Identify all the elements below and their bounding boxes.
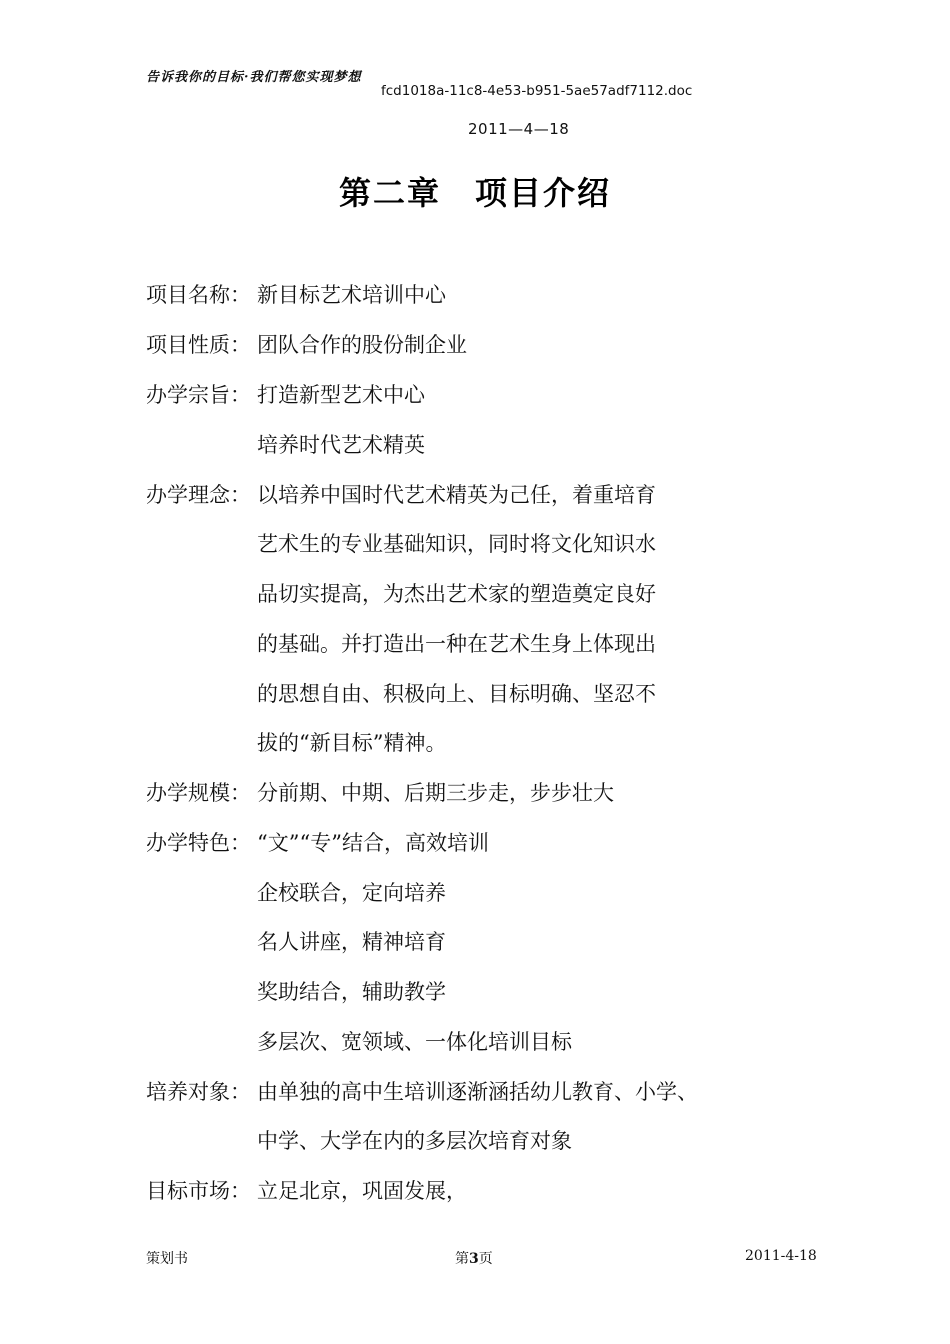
field-school-purpose [146,379,425,409]
field-value: 新目标艺术培训中心 [257,283,446,307]
footer-page-number [455,1248,493,1268]
field-value: “文”“专”结合，高效培训 [257,831,489,855]
field-label: 办学宗旨： [146,383,251,407]
footer-page-prefix: 第 [455,1251,469,1267]
field-training-target [146,1076,698,1106]
footer-date: 2011-4-18 [745,1248,817,1264]
field-continuation: 品切实提高，为杰出艺术家的塑造奠定良好 [257,582,656,606]
field-label: 办学规模： [146,781,251,805]
field-school-scale [146,777,614,807]
field-label: 办学特色： [146,831,251,855]
field-value: 打造新型艺术中心 [257,383,425,407]
field-continuation: 中学、大学在内的多层次培育对象 [257,1129,572,1153]
field-value: 分前期、中期、后期三步走，步步壮大 [257,781,614,805]
field-project-name [146,279,446,309]
field-continuation: 的基础。并打造出一种在艺术生身上体现出 [257,632,656,656]
header-slogan: 告诉我你的目标·我们帮您实现梦想 [146,70,362,85]
field-value: 由单独的高中生培训逐渐涵括幼儿教育、小学、 [257,1080,698,1104]
field-label: 项目名称： [146,283,251,307]
header-filename: fcd1018a-11c8-4e53-b951-5ae57adf7112.doc [381,83,693,99]
field-label: 办学理念： [146,483,251,507]
footer-page-value: 3 [469,1251,479,1267]
field-project-nature [146,329,467,359]
field-continuation: 的思想自由、积极向上、目标明确、坚忍不 [257,682,656,706]
field-label: 项目性质： [146,333,251,357]
footer-doc-type: 策划书 [146,1251,188,1267]
field-continuation: 多层次、宽领域、一体化培训目标 [257,1030,572,1054]
field-continuation: 培养时代艺术精英 [257,433,425,457]
chapter-title: 第二章 项目介绍 [338,174,611,212]
field-school-features [146,827,489,857]
field-label: 培养对象： [146,1080,251,1104]
header-date: 2011—4—18 [468,120,570,138]
field-continuation: 名人讲座，精神培育 [257,930,446,954]
field-target-market [146,1175,467,1205]
field-value: 以培养中国时代艺术精英为己任，着重培育 [257,483,656,507]
field-value: 立足北京，巩固发展， [257,1179,467,1203]
field-value: 团队合作的股份制企业 [257,333,467,357]
footer-page-suffix: 页 [478,1251,493,1267]
field-continuation: 拔的“新目标”精神。 [257,731,447,755]
field-label: 目标市场： [146,1179,251,1203]
field-continuation: 企校联合，定向培养 [257,881,446,905]
field-continuation: 奖助结合，辅助教学 [257,980,446,1004]
field-school-philosophy [146,479,656,509]
field-continuation: 艺术生的专业基础知识，同时将文化知识水 [257,532,656,556]
